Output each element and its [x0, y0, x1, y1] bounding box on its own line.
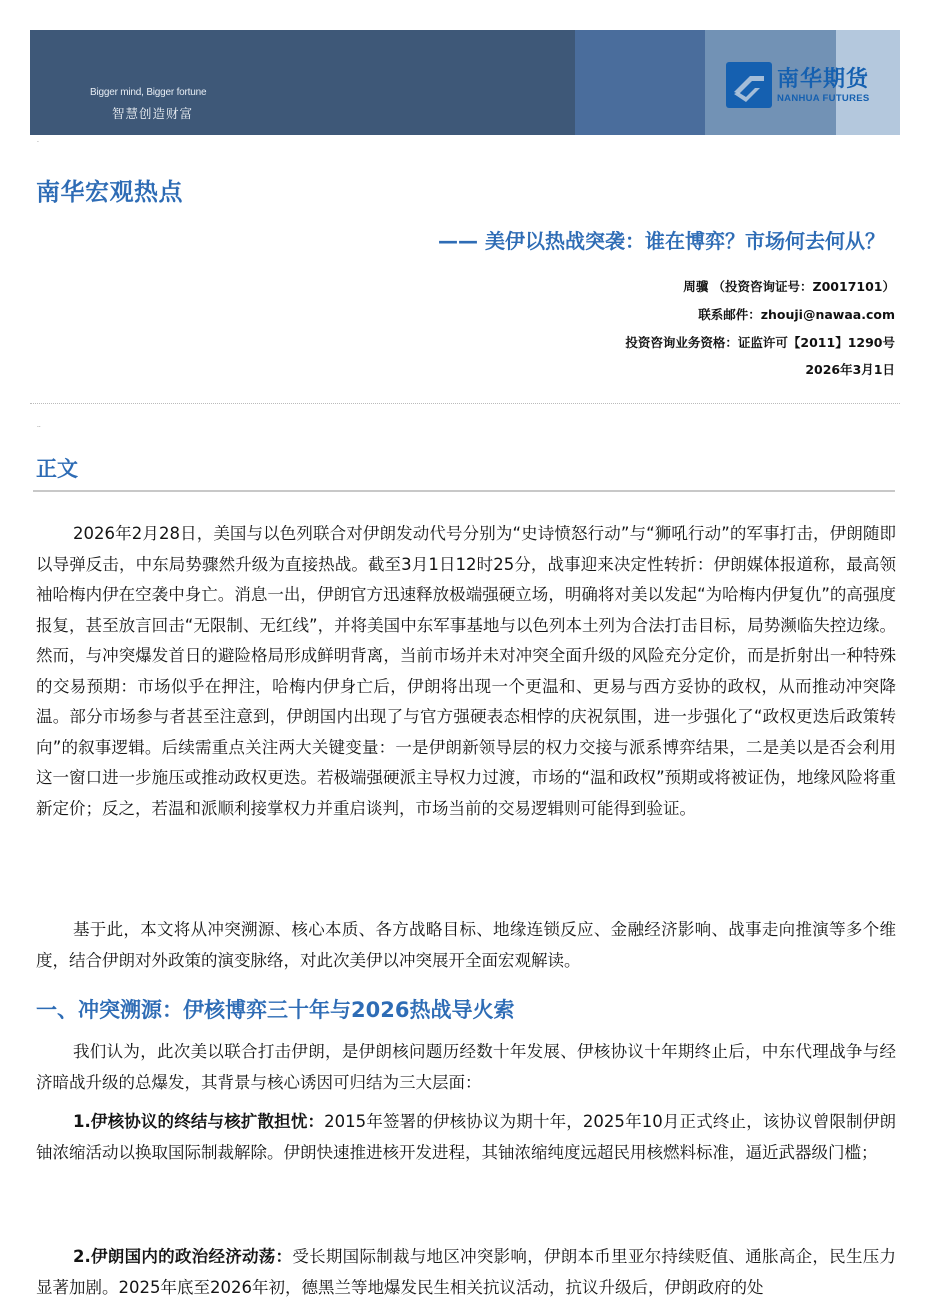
logo-english-name: NANHUA FUTURES [777, 92, 870, 104]
point-1 [36, 1107, 896, 1168]
body-paragraph-3: 我们认为，此次美以联合打击伊朗，是伊朗核问题历经数十年发展、伊核协议十年期终止后，中东代理战争与经济暗战升级的总爆发，其背景与核心诱因可归结为三大层面： [36, 1042, 896, 1092]
point-1-lead: 1.伊核协议的终结与核扩散担忧： [73, 1112, 325, 1131]
paragraph-mark: · [37, 139, 39, 146]
point-2-lead: 2.伊朗国内的政治经济动荡： [73, 1247, 293, 1266]
slogan-english: Bigger mind, Bigger fortune [90, 87, 207, 98]
report-series-title: 南华宏观热点 [36, 178, 183, 206]
report-subtitle: —— 美伊以热战突袭：谁在博弈？市场何去何从？ [438, 229, 885, 253]
logo-chinese-name: 南华期货 [777, 66, 870, 92]
point-2-text: 受长期国际制裁与地区冲突影响，伊朗本币里亚尔持续贬值、通胀高企，民生压力显著加剧。2025年底至2026年初，德黑兰等地爆发民生相关抗议活动，抗议升级后，伊朗政府的处 [36, 1247, 897, 1297]
company-logo [726, 62, 870, 108]
body-paragraph-1: 2026年2月28日，美国与以色列联合对伊朗发动代号分别为“史诗愤怒行动”与“狮吼行动”的军事打击，伊朗随即以导弹反击，中东局势骤然升级为直接热战。截至3月1日12时25分，战事迎来决定性转折：伊朗媒体报道称，最高领袖哈梅内伊在空袭中身亡。消息一出，伊朗官方迅速释放极端强硬立场，明确将对美以发起“为哈梅内伊复仇”的高强度报复，甚至放言回击“无限制、无红线”，并将美国中东军事基地与以色列本土列为合法打击目标，局势濒临失控边缘。然而，与冲突爆发首日的避险格局形成鲜明背离，当前市场并未对冲突全面升级的风险充分定价，而是折射出一种特殊的交易预期：市场似乎在押注，哈梅内伊身亡后，伊朗将出现一个更温和、更易与西方妥协的政权，从而推动冲突降温。部分市场参与者甚至注意到，伊朗国内出现了与官方强硬表态相悖的庆祝氛围，进一步强化了“政权更迭后政策转向”的叙事逻辑。后续需重点关注两大关键变量：一是伊朗新领导层的权力交接与派系博弈结果，二是美以是否会利用这一窗口进一步施压或推动政权更迭。若极端强硬派主导权力过渡，市场的“温和政权”预期或将被证伪，地缘风险将重新定价；反之，若温和派顺利接掌权力并重启谈判，市场当前的交易逻辑则可能得到验证。 [36, 524, 896, 818]
heading-section-1: 一、冲突溯源：伊核博弈三十年与2026热战导火索 [36, 998, 515, 1022]
section-divider [33, 490, 895, 492]
banner-band-navy [30, 30, 575, 135]
slogan-chinese: 智慧创造财富 [112, 106, 194, 121]
nanhua-logo-icon [726, 62, 772, 108]
banner-band-blue [575, 30, 705, 135]
dotted-divider [30, 403, 900, 404]
body-paragraph-2: 基于此，本文将从冲突溯源、核心本质、各方战略目标、地缘连锁反应、金融经济影响、战事走向推演等多个维度，结合伊朗对外政策的演变脉络，对此次美伊以冲突展开全面宏观解读。 [36, 920, 896, 970]
author-line: 周骥 （投资咨询证号：Z0017101） [683, 279, 895, 294]
point-2 [36, 1242, 896, 1303]
license-line: 投资咨询业务资格：证监许可【2011】1290号 [625, 335, 895, 350]
contact-email[interactable]: 联系邮件：zhouji@nawaa.com [698, 307, 895, 322]
paragraph-mark: ·· [37, 424, 41, 431]
report-date: 2026年3月1日 [805, 362, 895, 377]
section-title-body: 正文 [36, 457, 78, 481]
point-1-text: 2015年签署的伊核协议为期十年，2025年10月正式终止，该协议曾限制伊朗铀浓缩活动以换取国际制裁解除。伊朗快速推进核开发进程，其铀浓缩纯度远超民用核燃料标准，逼近武器级门槛； [36, 1112, 896, 1162]
